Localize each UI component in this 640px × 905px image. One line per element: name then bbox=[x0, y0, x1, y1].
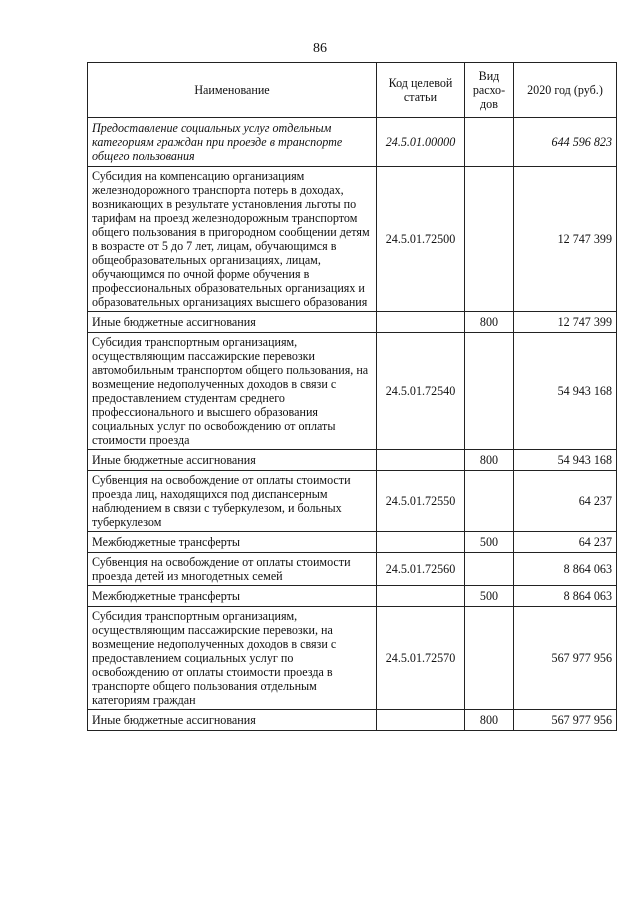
row-name: Субсидия транспортным организациям, осуществляющим пассажирские перевозки, на возмещение недополученных доходов в связи с предоставлением социальных услуг по освобождению от оплаты стоимости проезда в транспорте общего пользования отдельным категориям граждан bbox=[88, 607, 377, 710]
table-row bbox=[88, 450, 617, 471]
row-sum: 8 864 063 bbox=[514, 586, 617, 607]
row-name: Субвенция на освобождение от оплаты стоимости проезда детей из многодетных семей bbox=[88, 553, 377, 586]
row-name: Иные бюджетные ассигнования bbox=[88, 710, 377, 731]
table-row bbox=[88, 118, 617, 167]
header-code: Код целевой статьи bbox=[377, 63, 465, 118]
row-kind bbox=[465, 553, 514, 586]
row-sum: 12 747 399 bbox=[514, 167, 617, 312]
row-kind: 500 bbox=[465, 586, 514, 607]
row-kind: 800 bbox=[465, 450, 514, 471]
page-number: 86 bbox=[313, 41, 327, 56]
budget-table bbox=[87, 62, 617, 731]
row-kind bbox=[465, 471, 514, 532]
row-code bbox=[377, 450, 465, 471]
header-kind: Вид расхо-дов bbox=[465, 63, 514, 118]
row-kind: 800 bbox=[465, 312, 514, 333]
row-name: Межбюджетные трансферты bbox=[88, 532, 377, 553]
row-name: Иные бюджетные ассигнования bbox=[88, 312, 377, 333]
row-sum: 64 237 bbox=[514, 532, 617, 553]
row-sum: 12 747 399 bbox=[514, 312, 617, 333]
row-sum: 567 977 956 bbox=[514, 710, 617, 731]
table-header-row bbox=[88, 63, 617, 118]
row-code: 24.5.01.72540 bbox=[377, 333, 465, 450]
header-sum: 2020 год (руб.) bbox=[514, 63, 617, 118]
table-row bbox=[88, 333, 617, 450]
row-code: 24.5.01.00000 bbox=[377, 118, 465, 167]
row-name: Иные бюджетные ассигнования bbox=[88, 450, 377, 471]
row-sum: 54 943 168 bbox=[514, 450, 617, 471]
row-sum: 644 596 823 bbox=[514, 118, 617, 167]
table-row bbox=[88, 553, 617, 586]
row-code: 24.5.01.72550 bbox=[377, 471, 465, 532]
table-row bbox=[88, 167, 617, 312]
row-kind bbox=[465, 167, 514, 312]
row-code bbox=[377, 710, 465, 731]
row-name: Субсидия на компенсацию организациям железнодорожного транспорта потерь в доходах, возникающих в результате установления льготы по тарифам на проезд железнодорожным транспортом общего пользования в пригородном сообщении детям в возрасте от 5 до 7 лет, лицам, обучающимся в общеобразовательных организациях, лицам, обучающимся по очной форме обучения в профессиональных образовательных организациях и образовательных организациях высшего образования bbox=[88, 167, 377, 312]
header-name: Наименование bbox=[88, 63, 377, 118]
row-code: 24.5.01.72570 bbox=[377, 607, 465, 710]
row-name: Предоставление социальных услуг отдельным категориям граждан при проезде в транспорте общего пользования bbox=[88, 118, 377, 167]
row-kind bbox=[465, 333, 514, 450]
row-code bbox=[377, 532, 465, 553]
row-kind: 500 bbox=[465, 532, 514, 553]
table-row bbox=[88, 312, 617, 333]
table-row bbox=[88, 710, 617, 731]
row-code: 24.5.01.72560 bbox=[377, 553, 465, 586]
table-row bbox=[88, 471, 617, 532]
row-code: 24.5.01.72500 bbox=[377, 167, 465, 312]
row-kind: 800 bbox=[465, 710, 514, 731]
table-row bbox=[88, 586, 617, 607]
row-code bbox=[377, 586, 465, 607]
table-row bbox=[88, 607, 617, 710]
row-name: Субсидия транспортным организациям, осуществляющим пассажирские перевозки автомобильным транспортом общего пользования, на возмещение недополученных доходов в связи с предоставлением студентам среднего профессионального и высшего образования социальных услуг по освобождению от оплаты стоимости проезда bbox=[88, 333, 377, 450]
row-sum: 54 943 168 bbox=[514, 333, 617, 450]
row-sum: 567 977 956 bbox=[514, 607, 617, 710]
row-kind bbox=[465, 118, 514, 167]
row-kind bbox=[465, 607, 514, 710]
row-name: Субвенция на освобождение от оплаты стоимости проезда лиц, находящихся под диспансерным наблюдением в связи с туберкулезом, и больных туберкулезом bbox=[88, 471, 377, 532]
table-row bbox=[88, 532, 617, 553]
row-code bbox=[377, 312, 465, 333]
row-sum: 64 237 bbox=[514, 471, 617, 532]
row-sum: 8 864 063 bbox=[514, 553, 617, 586]
row-name: Межбюджетные трансферты bbox=[88, 586, 377, 607]
